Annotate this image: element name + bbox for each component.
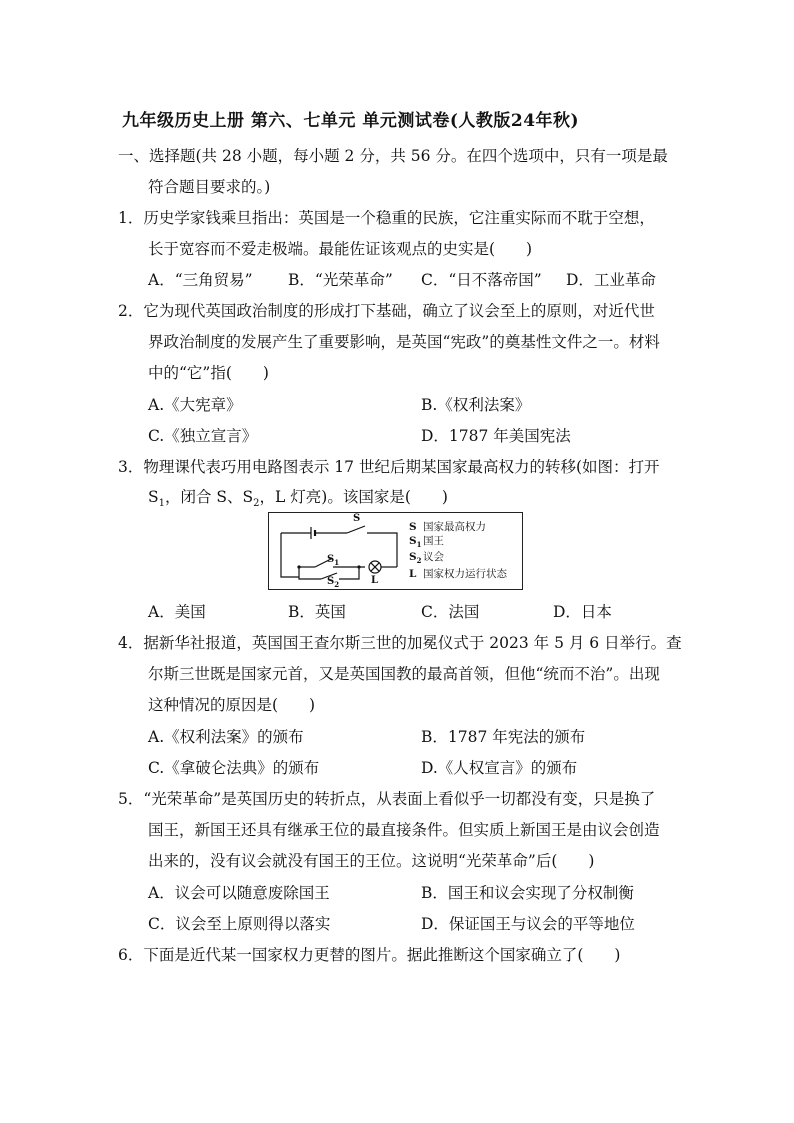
question-1-option-d[interactable]: D．工业革命 [566, 271, 656, 289]
legend-row [409, 521, 507, 535]
question-6-line-1: 6．下面是近代某一国家权力更替的图片。据此推断这个国家确立了( ) [118, 946, 621, 964]
legend-key [409, 535, 423, 552]
question-5-option-c[interactable]: C．议会至上原则得以落实 [148, 915, 331, 933]
question-1-option-b[interactable]: B．“光荣革命” [288, 271, 393, 289]
question-3-option-c[interactable]: C．法国 [421, 603, 480, 621]
subscript: 2 [416, 556, 422, 566]
circuit-legend [409, 521, 507, 581]
question-5-line-2: 国王，新国王还具有继承王位的最直接条件。但实质上新国王是由议会创造 [148, 821, 660, 839]
question-1-line-1: 1．历史学家钱乘旦指出：英国是一个稳重的民族，它注重实际而不耽于空想， [118, 209, 655, 227]
legend-text: 国家最高权力 [423, 521, 486, 533]
legend-key [409, 551, 423, 568]
question-1-option-c[interactable]: C．“日不落帝国” [421, 271, 542, 289]
switch-s2-label [327, 576, 339, 589]
text-fragment: S [409, 551, 417, 564]
legend-row [409, 551, 507, 568]
legend-key: L [409, 567, 417, 580]
question-2-option-b[interactable]: B.《权利法案》 [421, 396, 531, 414]
section-instruction-line-2: 符合题目要求的。) [148, 178, 271, 196]
question-4-option-c[interactable]: C.《拿破仑法典》的颁布 [148, 759, 320, 777]
switch-s-label: S [353, 513, 361, 524]
question-3-line-1: 3．物理课代表巧用电路图表示 17 世纪后期某国家最高权力的转移(如图：打开 [118, 458, 660, 476]
question-5-option-b[interactable]: B．国王和议会实现了分权制衡 [421, 884, 634, 902]
question-2-option-c[interactable]: C.《独立宣言》 [148, 427, 258, 445]
subscript: 1 [416, 539, 422, 549]
question-3-option-b[interactable]: B．英国 [288, 603, 346, 621]
question-3-line-2 [148, 487, 448, 514]
legend-text: 国家权力运行状态 [423, 567, 507, 580]
question-5-option-a[interactable]: A．议会可以随意废除国王 [148, 884, 330, 902]
question-5-line-3: 出来的，没有议会就没有国王的王位。这说明“光荣革命”后( ) [148, 852, 595, 870]
question-4-option-d[interactable]: D.《人权宣言》的颁布 [421, 759, 578, 777]
page-title: 九年级历史上册 第六、七单元 单元测试卷(人教版24年秋) [122, 111, 580, 131]
question-4-line-2: 尔斯三世既是国家元首，又是英国国教的最高首领，但他“统而不治”。出现 [148, 665, 660, 683]
legend-text: 国王 [423, 534, 444, 547]
legend-row [409, 568, 507, 582]
question-2-option-a[interactable]: A.《大宪章》 [148, 396, 242, 414]
subscript: 1 [158, 498, 165, 510]
question-2-line-3: 中的“它”指( ) [148, 364, 269, 382]
question-2-option-d[interactable]: D．1787 年美国宪法 [421, 427, 571, 445]
question-5-option-d[interactable]: D．保证国王与议会的平等地位 [421, 915, 635, 933]
switch-s1-label [327, 554, 339, 567]
circuit-diagram [268, 512, 523, 590]
question-2-line-2: 界政治制度的发展产生了重要影响，是英国“宪政”的奠基性文件之一。材料 [148, 333, 660, 351]
legend-text: 议会 [423, 551, 444, 564]
text-fragment: ，闭合 S、S [165, 488, 254, 506]
section-instruction-line-1: 一、选择题(共 28 小题，每小题 2 分，共 56 分。在四个选项中，只有一项是最 [118, 147, 668, 165]
subscript: 1 [334, 558, 340, 567]
text-fragment: ，L 灯亮)。该国家是( ) [259, 488, 448, 506]
question-4-line-1: 4．据新华社报道，英国国王查尔斯三世的加冕仪式于 2023 年 5 月 6 日举行。查 [118, 634, 682, 652]
question-4-line-3: 这种情况的原因是( ) [148, 696, 316, 714]
subscript: 2 [253, 498, 260, 510]
question-1-line-2: 长于宽容而不爱走极端。最能佐证该观点的史实是( ) [148, 240, 533, 258]
question-3-option-a[interactable]: A．美国 [148, 603, 206, 621]
question-2-line-1: 2．它为现代英国政治制度的形成打下基础，确立了议会至上的原则，对近代世 [118, 302, 655, 320]
question-4-option-a[interactable]: A.《权利法案》的颁布 [148, 728, 304, 746]
text-fragment: S [327, 576, 335, 587]
question-1-option-a[interactable]: A．“三角贸易” [148, 271, 253, 289]
question-3-option-d[interactable]: D．日本 [553, 603, 612, 621]
question-4-option-b[interactable]: B．1787 年宪法的颁布 [421, 728, 586, 746]
text-fragment: S [148, 488, 159, 506]
lamp-l-label: L [371, 575, 379, 586]
text-fragment: S [327, 554, 335, 565]
text-fragment: S [409, 534, 417, 547]
question-5-line-1: 5．“光荣革命”是英国历史的转折点，从表面上看似乎一切都没有变，只是换了 [118, 790, 656, 808]
legend-key: S [409, 521, 417, 533]
subscript: 2 [334, 580, 340, 589]
legend-row [409, 535, 507, 552]
